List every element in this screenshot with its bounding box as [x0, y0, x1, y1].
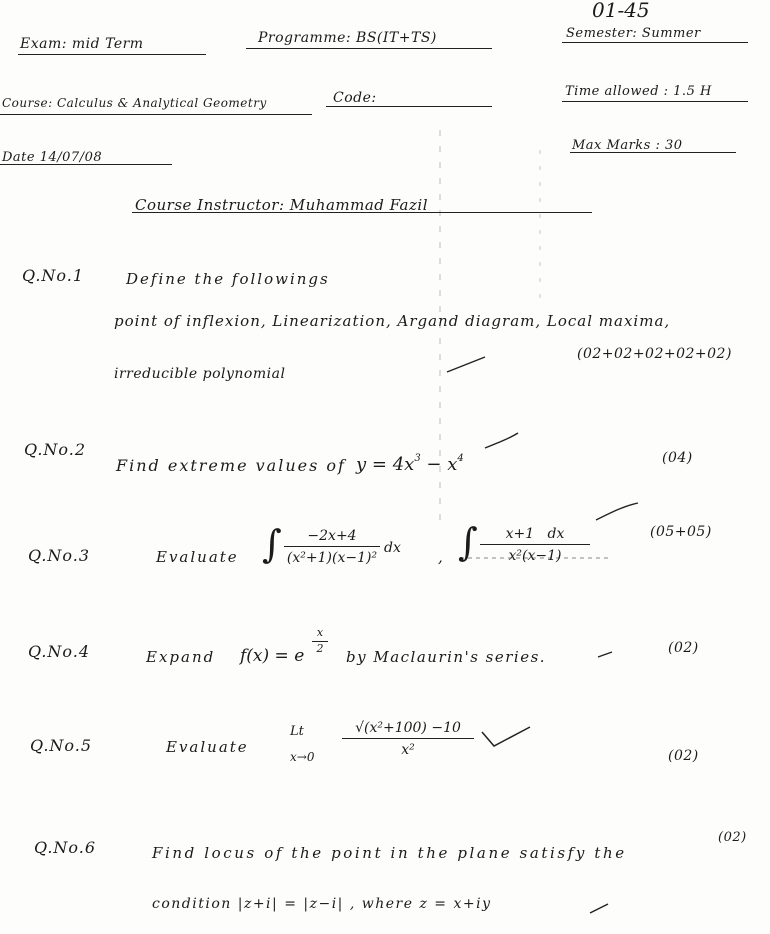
tick-q4 [598, 652, 612, 657]
q6-line2: condition |z+i| = |z−i| , where z = x+iy [152, 896, 492, 912]
course-field: Course: Calculus & Analytical Geometry [2, 96, 267, 110]
top-right-mark: 01-45 [592, 0, 650, 22]
tick-q2 [485, 433, 518, 448]
q4-tail: by Maclaurin's series. [346, 648, 547, 666]
q5-limit-lt: Lt [290, 724, 304, 739]
q2-marks: (04) [662, 450, 693, 466]
code-underline [326, 106, 492, 107]
q5-denominator: x² [401, 742, 415, 758]
q6-line1: Find locus of the point in the plane satisfy the [152, 844, 627, 862]
q3-text: Evaluate [156, 548, 239, 566]
q4-label: Q.No.4 [28, 642, 91, 661]
q3-integral-sign-1: ∫ [262, 522, 282, 566]
q2-expr-exp1: 3 [414, 453, 421, 464]
q4-text: Expand [146, 648, 216, 666]
q2-expr-mid: − x [420, 454, 458, 475]
q3-int1-numerator: −2x+4 [307, 528, 357, 544]
q2-expr-y: y = 4x [356, 454, 415, 475]
q3-separator: , [438, 548, 443, 566]
q4-marks: (02) [668, 640, 699, 656]
q1-marks: (02+02+02+02+02) [577, 346, 732, 362]
programme-field: Programme: BS(IT+TS) [258, 30, 437, 46]
q1-line2: point of inflexion, Linearization, Argand diagram, Local maxima, [114, 312, 671, 330]
q4-fx: f(x) = e [240, 646, 305, 666]
code-field: Code: [333, 90, 377, 106]
tick-q1 [447, 357, 485, 372]
q3-fraction-1 [284, 528, 380, 566]
instructor-field: Course Instructor: Muhammad Fazil [135, 196, 428, 214]
q3-label: Q.No.3 [28, 546, 91, 565]
q3-marks: (05+05) [650, 524, 712, 540]
tick-q6 [590, 904, 608, 913]
semester-underline [562, 42, 748, 43]
q5-marks: (02) [668, 748, 699, 764]
q3-fraction-2 [480, 526, 590, 564]
q3-int2-denominator: x²(x−1) [508, 548, 562, 564]
q4-exp-numerator: x [316, 626, 324, 639]
q6-label: Q.No.6 [34, 838, 97, 857]
q5-text: Evaluate [166, 738, 249, 756]
date-field: Date 14/07/08 [2, 150, 103, 165]
q1-label: Q.No.1 [22, 266, 85, 285]
q2-label: Q.No.2 [24, 440, 87, 459]
q4-exponent-fraction [312, 626, 328, 655]
q1-line1: Define the followings [126, 270, 330, 288]
max-marks-field: Max Marks : 30 [572, 138, 683, 153]
q3-int1-dx: dx [384, 540, 401, 556]
check-q5 [482, 727, 530, 746]
tick-q3 [596, 503, 638, 520]
max-marks-underline [570, 152, 736, 153]
q3-integral-sign-2: ∫ [458, 520, 478, 564]
q2-expression [356, 454, 464, 475]
instructor-underline [132, 212, 592, 213]
q5-numerator: √(x²+100) −10 [355, 720, 461, 736]
q4-exp-denominator: 2 [316, 642, 324, 655]
q2-expr-exp2: 4 [457, 453, 464, 464]
course-underline [0, 114, 312, 115]
q5-label: Q.No.5 [30, 736, 93, 755]
q6-marks: (02) [718, 830, 747, 845]
q3-int2-numerator: x+1 dx [505, 526, 565, 542]
q3-int1-denominator: (x²+1)(x−1)² [286, 550, 378, 566]
semester-field: Semester: Summer [566, 26, 701, 41]
time-allowed-field: Time allowed : 1.5 H [565, 84, 712, 99]
q1-line3: irreducible polynomial [114, 366, 286, 382]
programme-underline [246, 48, 492, 49]
date-underline [0, 164, 172, 165]
q5-fraction [342, 720, 474, 758]
q5-limit-sub: x→0 [290, 750, 315, 764]
q2-text: Find extreme values of [116, 456, 346, 475]
exam-field: Exam: mid Term [20, 36, 144, 52]
time-allowed-underline [562, 101, 748, 102]
exam-underline [18, 54, 206, 55]
